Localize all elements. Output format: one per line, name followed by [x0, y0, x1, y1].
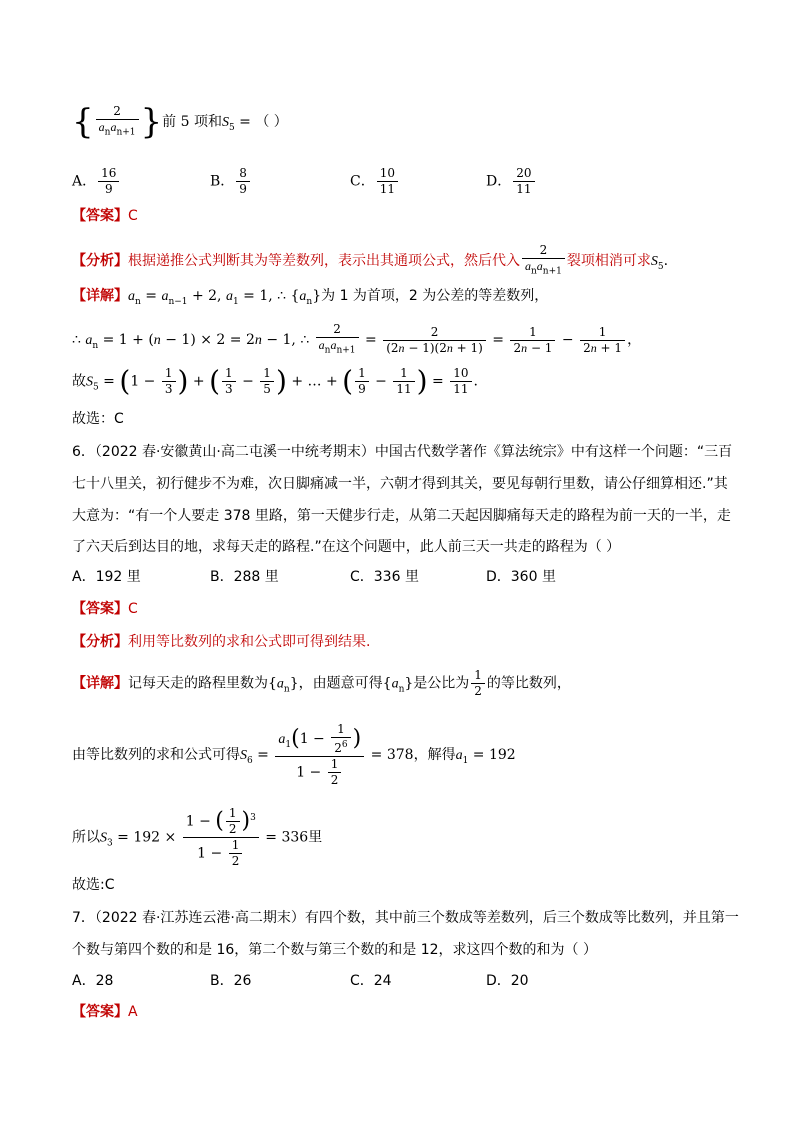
q6-detail-3: 所以$S_3 = 192$ × 1 − ( $\frac{1}{2}$ )$^3$ 1 − $\frac{1}{2}$ = 336里 — [72, 806, 323, 868]
q5-answer — [72, 206, 138, 226]
q6-detail-2: 由等比数列的求和公式可得$S_6$ = $a_1(1$ − $\frac{1}{2^6}$ ) 1 − $\frac{1}{2}$ = 378，解得$a_1 = 192$ — [72, 722, 516, 787]
q5-option-a: A． $\frac{16}{9}$ — [72, 166, 121, 197]
q5-analysis: 【分析】根据递推公式判断其为等差数列，表示出其通项公式，然后代入 $\frac{2}{a_na_{n+1}}$ 裂项相消可求$S_5$. — [72, 243, 669, 277]
answer-value: C — [128, 208, 138, 224]
q6-detail-1: 【详解】记每天走的路程里数为$\{a_n\}$，由题意可得$\{a_n\}$是公比为 $\frac{1}{2}$ 的等比数列， — [72, 668, 571, 698]
q5-stem: { $\frac{2}{a_na_{n+1}}$ }前 5 项和$S_5$ = （ ） — [72, 102, 288, 143]
q6-option-c: C．336 里 — [350, 569, 419, 585]
q6-option-a: A．192 里 — [72, 569, 141, 585]
q6-stem-4: 了六天后到达目的地，求每天走的路程.”在这个问题中，此人前三天一共走的路程为（ ） — [72, 539, 621, 555]
q7-option-b: B．26 — [210, 973, 252, 989]
q6-stem-1: 6．（2022 春·安徽黄山·高二屯溪一中统考期末）中国古代数学著作《算法统宗》中有这样一个问题：“三百 — [72, 444, 733, 460]
q6-analysis: 【分析】利用等比数列的求和公式即可得到结果. — [72, 634, 371, 650]
q6-option-d: D．360 里 — [486, 569, 556, 585]
q5-detail-1: 【详解】$a_n = a_{n-1} + 2$, $a_1 = 1$, ∴ $\{a_n\}$为 1 为首项，2 为公差的等差数列， — [72, 288, 549, 307]
q7-answer: 【答案】A — [72, 1004, 138, 1020]
q5-stem-text: 前 5 项和 — [162, 114, 222, 131]
q7-option-a: A．28 — [72, 973, 114, 989]
q7-option-c: C．24 — [350, 973, 392, 989]
q5-detail-3: 故$S_5 = (1$ − $\frac{1}{3}$ ) + ( $\frac{1}{3}$ − $\frac{1}{5}$ ) + … + ( $\frac{1}{9}$ − $\frac{1}{11}$ ) = $\frac{10}{11}$ . — [72, 364, 478, 398]
q5-option-c: C． $\frac{10}{11}$ — [350, 166, 400, 197]
q5-option-d: D． $\frac{20}{11}$ — [486, 166, 537, 197]
q6-stem-2: 七十八里关，初行健步不为难，次日脚痛减一半，六朝才得到其关，要见每朝行里数，请公仔细算相还.”其 — [72, 476, 728, 492]
q7-option-d: D．20 — [486, 973, 529, 989]
q5-choose: 故选：C — [72, 411, 124, 427]
q6-choose: 故选:C — [72, 877, 115, 893]
q5-option-b: B． $\frac{8}{9}$ — [210, 166, 252, 197]
q7-stem-1: 7．（2022 春·江苏连云港·高二期末）有四个数，其中前三个数成等差数列，后三个数成等比数列，并且第一 — [72, 910, 739, 926]
q6-answer: 【答案】C — [72, 601, 138, 617]
answer-tag: 【答案】 — [72, 208, 128, 224]
q6-stem-3: 大意为：“有一个人要走 378 里路，第一天健步行走，从第二天起因脚痛每天走的路程为前一天的一半，走 — [72, 508, 731, 524]
q5-blank: （ ） — [255, 114, 288, 131]
q6-option-b: B．288 里 — [210, 569, 279, 585]
q5-detail-2: ∴ $a_n = 1 + (n - 1) \times 2 = 2n - 1$, ∴ $\frac{2}{a_na_{n+1}}$ = $\frac{2}{(2n - 1)(2n + 1)}$ = $\frac{1}{2n - 1}$ − $\frac{1}{2n + 1}$ ， — [72, 322, 642, 356]
q7-stem-2: 个数与第四个数的和是 16，第二个数与第三个数的和是 12，求这四个数的和为（ ） — [72, 942, 597, 958]
